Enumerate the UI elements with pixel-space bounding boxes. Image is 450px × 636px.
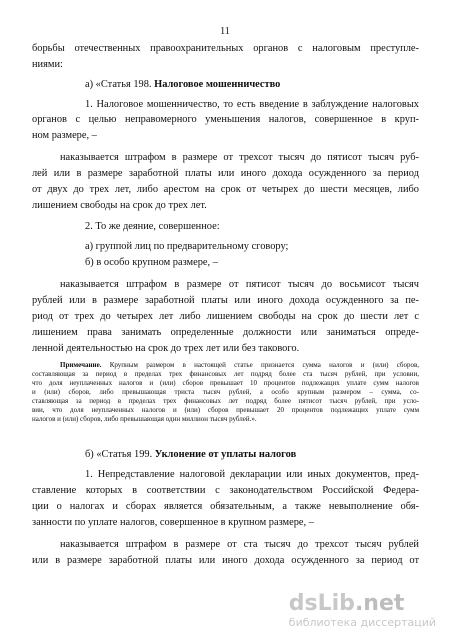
body-line: наказывается штрафом в размере от ста тысяч до трехсот тысяч рублей	[60, 539, 419, 550]
note-label: Примечание.	[60, 361, 102, 369]
body-line: ном размере, –	[32, 130, 97, 141]
logo-brand-left: dsLib	[288, 591, 355, 616]
note-line: и (или) сборов, либо превышающая триста тысяч рублей, а особо крупным размером – сумма, со-	[32, 388, 419, 396]
body-line: лишением свободы на срок до трех лет.	[32, 200, 207, 211]
body-line: наказывается штрафом в размере от трехсот тысяч до пятисот тысяч руб-	[60, 152, 419, 163]
article-198-number: а) «Статья 198.	[85, 79, 155, 90]
note-text: Крупным размером в настоящей статье признается сумма налогов и (или) сборов,	[101, 361, 419, 369]
body-line: занности по уплате налогов, совершенное в крупном размере, –	[32, 517, 314, 528]
logo-subtitle: библиотека диссертаций	[288, 616, 436, 629]
body-line: или в размере заработной платы или иного дохода осужденного за период от	[32, 555, 419, 566]
article-199-number: б) «Статья 199.	[85, 449, 155, 460]
page-number: 11	[220, 26, 230, 37]
note-line: вии, что доля неуплаченных налогов и (или) сборов превышает 20 процентов подлежащих уплате сумм	[32, 406, 419, 414]
body-line: наказывается штрафом в размере от пятисот тысяч до восьмисот тысяч	[60, 279, 419, 290]
dslib-logo	[289, 592, 436, 629]
logo-brand-right: .net	[354, 591, 405, 616]
note-line: налогов и (или) сборов, либо превышающая один миллион тысяч рублей.».	[32, 415, 257, 423]
article-198-heading	[85, 78, 280, 91]
body-line: борьбы отечественных правоохранительных органов с налоговым преступле-	[32, 43, 419, 54]
note-line: составляющая за период в пределах трех финансовых лет подряд более ста тысяч рублей, при условии,	[32, 370, 419, 378]
body-line: от двух до трех лет, либо арестом на срок от четырех до шести месяцев, либо	[32, 184, 419, 195]
body-line: риод от трех до четырех лет либо лишением свободы на срок до шести лет с	[32, 311, 419, 322]
body-line: ставление которых в соответствии с законодательством Российской Федера-	[32, 485, 419, 496]
body-line: ленной деятельностью на срок до трех лет или без такового.	[32, 343, 300, 354]
body-line: ниями:	[32, 59, 63, 70]
watermark-footer	[0, 590, 450, 636]
body-line: ции о налогах и сборах является обязательным, а также невыполнение обя-	[32, 501, 419, 512]
body-line: 2. То же деяние, совершенное:	[85, 221, 220, 232]
body-line: б) в особо крупном размере, –	[85, 257, 218, 268]
body-line: рублей или в размере заработной платы или иного дохода осужденного за пе-	[32, 295, 419, 306]
note-line: что доля неуплаченных налогов и (или) сборов превышает 10 процентов подлежащих уплате сумм налогов	[32, 379, 419, 387]
article-198-title: Налоговое мошенничество	[154, 79, 281, 90]
article-199-heading	[85, 448, 296, 461]
article-199-title: Уклонение от уплаты налогов	[154, 449, 297, 460]
body-line: 1. Непредставление налоговой декларации или иных документов, пред-	[85, 469, 419, 480]
note-line: ставляющая за период в пределах трех финансовых лет подряд более пятисот тысяч рублей, при усло-	[32, 397, 419, 405]
body-line: органов с целью неправомерного уменьшения налогов, совершенное в круп-	[32, 114, 419, 125]
body-line: 1. Налоговое мошенничество, то есть введение в заблуждение налоговых	[85, 99, 419, 110]
body-line: лей или в размере заработной платы или иного дохода осужденного за период	[32, 168, 419, 179]
note-line	[60, 361, 419, 370]
body-line: а) группой лиц по предварительному сговору;	[85, 241, 289, 252]
logo-brand	[289, 592, 436, 616]
body-line: лишением права занимать определенные должности или заниматься опреде-	[32, 327, 419, 338]
